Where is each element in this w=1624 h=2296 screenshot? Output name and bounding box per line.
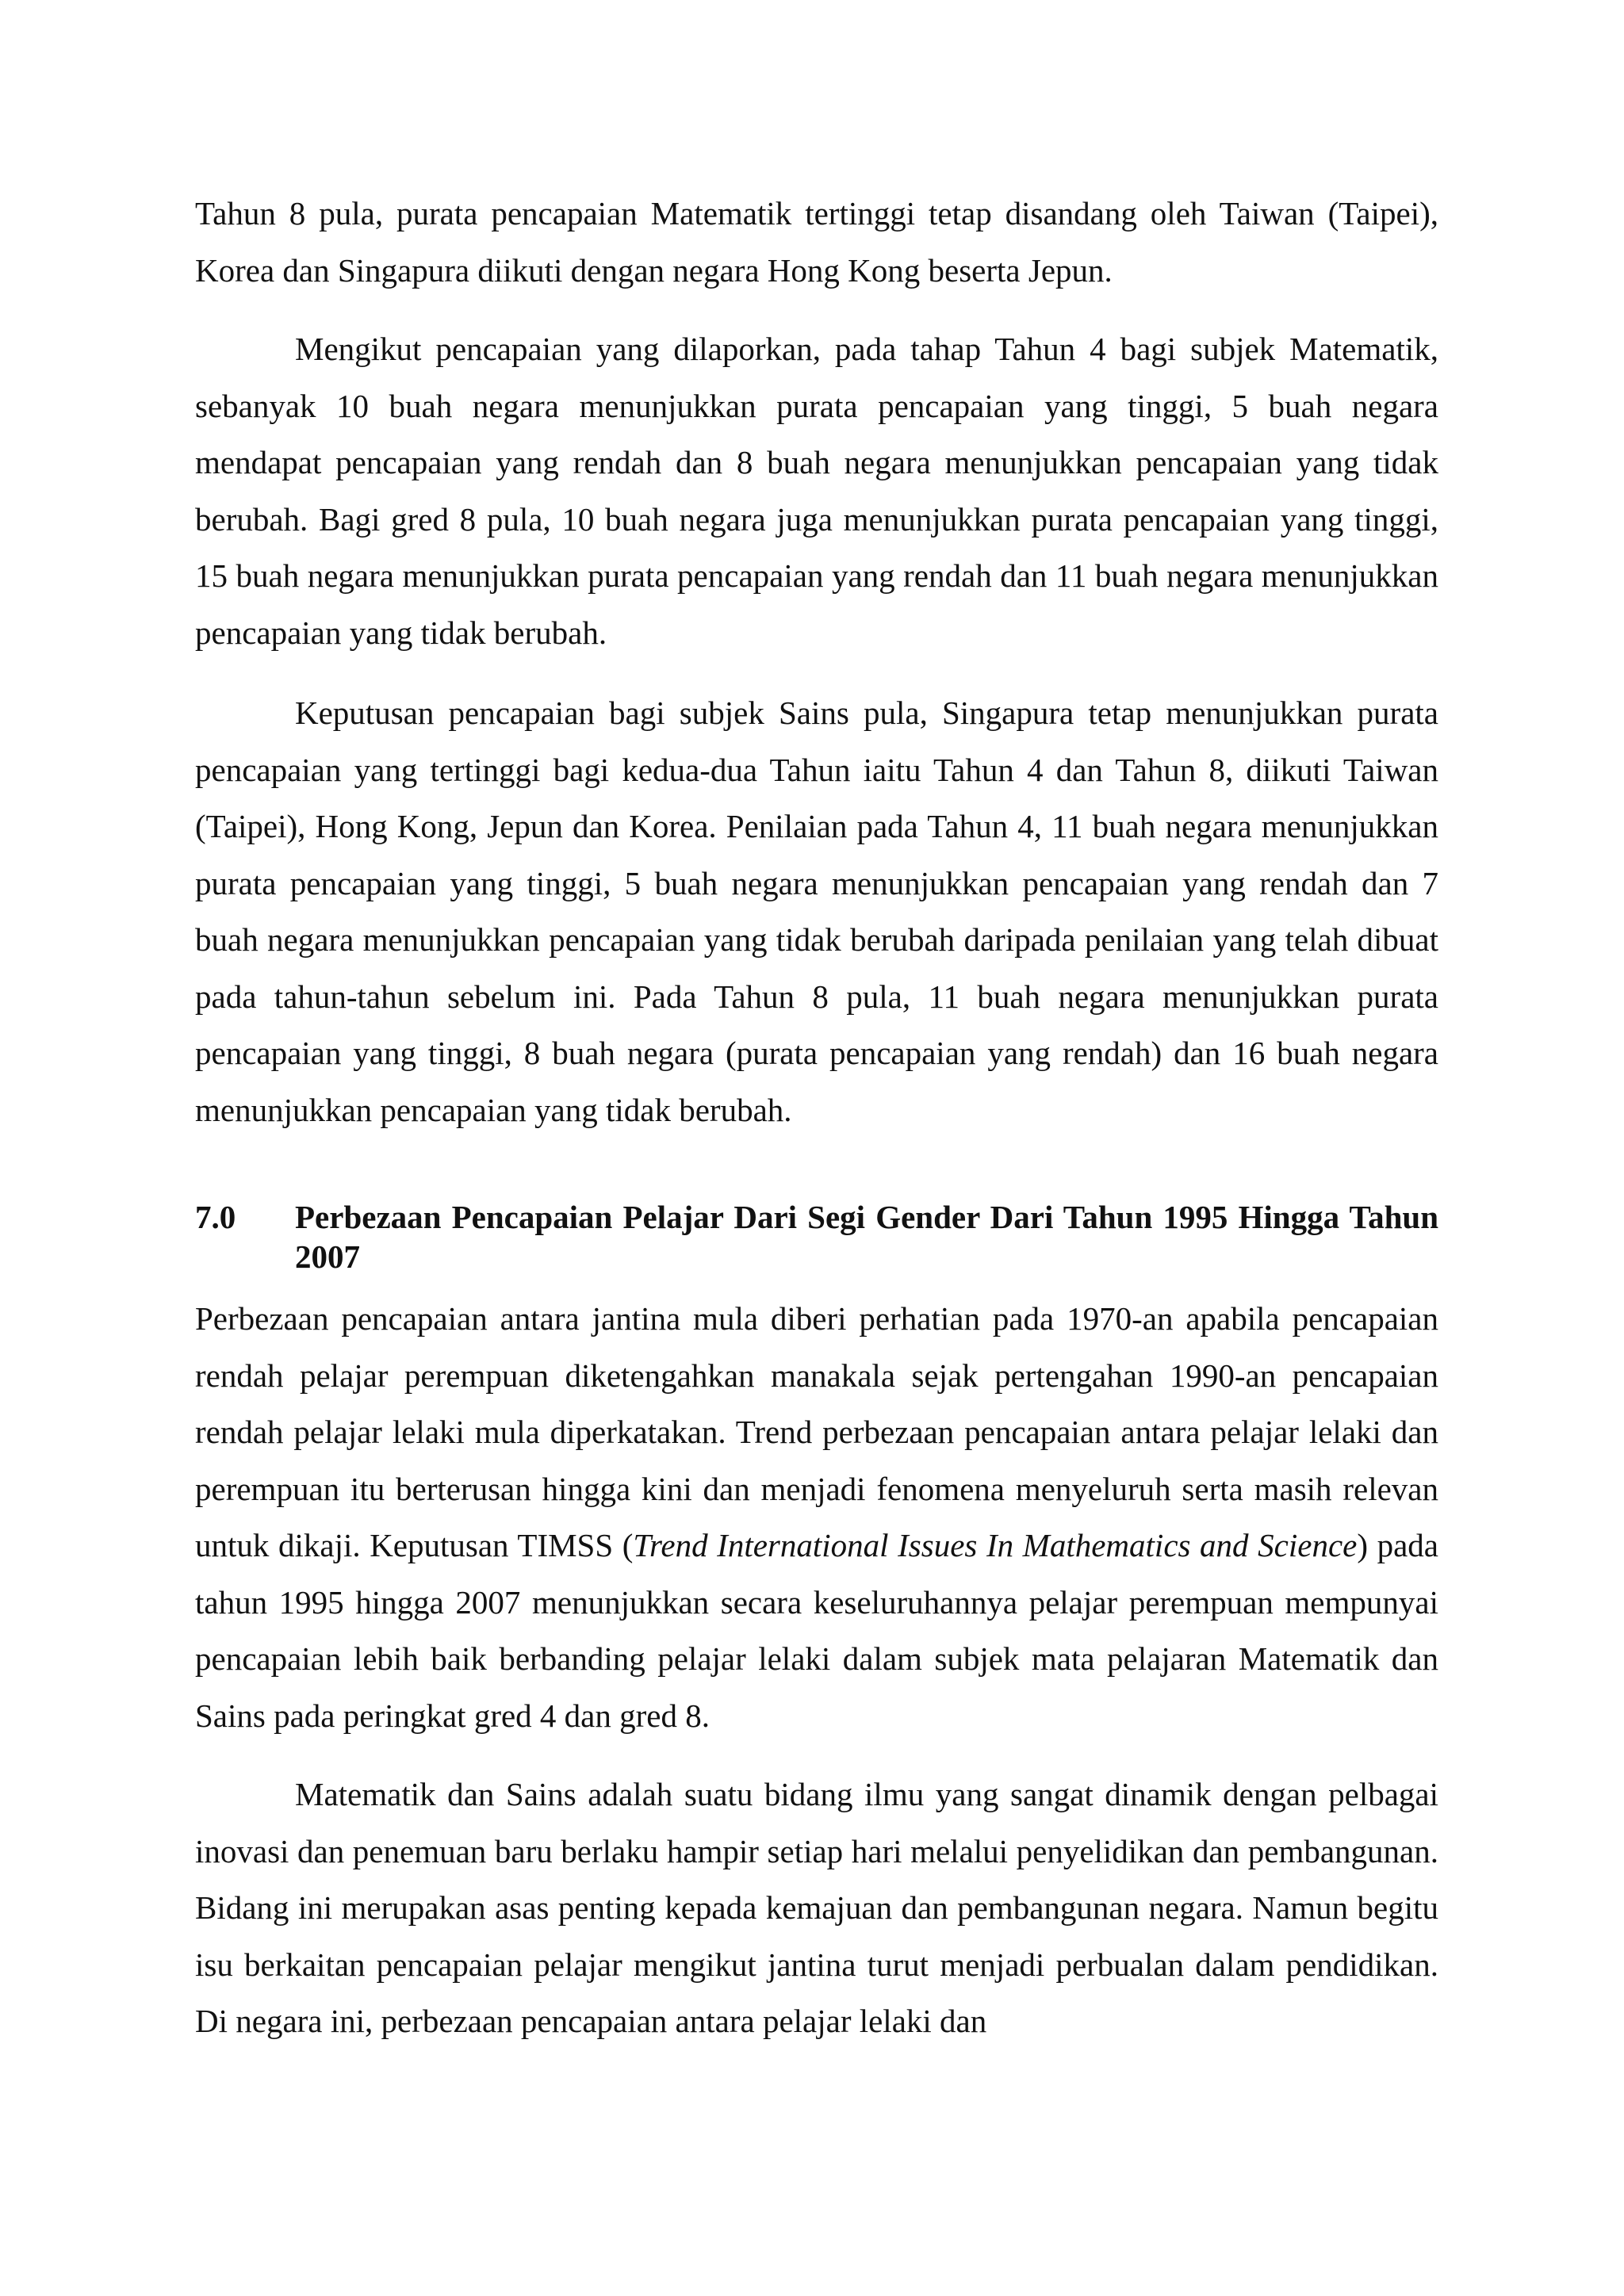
paragraph-perbezaan-jantina <box>195 1291 1438 1744</box>
paragraph-matematik-sains-dinamik: Matematik dan Sains adalah suatu bidang ilmu yang sangat dinamik dengan pelbagai inovasi dan penemuan baru berlaku hampir setiap hari melalui penyelidikan dan pembangunan. Bidang ini merupakan asas penting kepada kemajuan dan pembangunan negara. Namun begitu isu berkaitan pencapaian pelajar mengikut jantina turut menjadi perbualan dalam pendidikan. Di negara ini, perbezaan pencapaian antara pelajar lelaki dan <box>195 1776 1438 2039</box>
paragraph-pencapaian-matematik: Mengikut pencapaian yang dilaporkan, pada tahap Tahun 4 bagi subjek Matematik, sebanyak 10 buah negara menunjukkan purata pencapaian yang tinggi, 5 buah negara mendapat pencapaian yang rendah dan 8 buah negara menunjukkan pencapaian yang tidak berubah. Bagi gred 8 pula, 10 buah negara juga menunjukkan purata pencapaian yang tinggi, 15 buah negara menunjukkan purata pencapaian yang rendah dan 11 buah negara menunjukkan pencapaian yang tidak berubah. <box>195 331 1438 651</box>
section-title: Perbezaan Pencapaian Pelajar Dari Segi Gender Dari Tahun 1995 Hingga Tahun 2007 <box>295 1199 1438 1275</box>
paragraph-pencapaian-sains: Keputusan pencapaian bagi subjek Sains pula, Singapura tetap menunjukkan purata pencapaian yang tertinggi bagi kedua-dua Tahun iaitu Tahun 4 dan Tahun 8, diikuti Taiwan (Taipei), Hong Kong, Jepun dan Korea. Penilaian pada Tahun 4, 11 buah negara menunjukkan purata pencapaian yang tinggi, 5 buah negara menunjukkan pencapaian yang rendah dan 7 buah negara menunjukkan pencapaian yang tidak berubah daripada penilaian yang telah dibuat pada tahun-tahun sebelum ini. Pada Tahun 8 pula, 11 buah negara menunjukkan purata pencapaian yang tinggi, 8 buah negara (purata pencapaian yang rendah) dan 16 buah negara menunjukkan pencapaian yang tidak berubah. <box>195 695 1438 1128</box>
paragraph-tahun-8-matematik: Tahun 8 pula, purata pencapaian Matematik tertinggi tetap disandang oleh Taiwan (Taipei), Korea dan Singapura diikuti dengan negara Hong Kong beserta Jepun. <box>195 195 1438 289</box>
paragraph-text: ) pada tahun 1995 hingga 2007 menunjukkan secara keseluruhannya pelajar perempuan mempunyai pencapaian lebih baik berbanding pelajar lelaki dalam subjek mata pelajaran Matematik dan Sains pada peringkat gred 4 dan gred 8. <box>195 1527 1438 1734</box>
timss-full-name: Trend International Issues In Mathematics and Science <box>633 1527 1358 1563</box>
paragraph-text: Perbezaan pencapaian antara jantina mula diberi perhatian pada 1970-an apabila pencapaian rendah pelajar perempuan diketengahkan manakala sejak pertengahan 1990-an pencapaian rendah pelajar lelaki mula diperkatakan. Trend perbezaan pencapaian antara pelajar lelaki dan perempuan itu berterusan hingga kini dan menjadi fenomena menyeluruh serta masih relevan untuk dikaji. Keputusan TIMSS ( <box>195 1300 1438 1563</box>
section-heading <box>195 1197 1438 1276</box>
document-page <box>195 186 1438 2050</box>
section-number: 7.0 <box>195 1199 236 1235</box>
